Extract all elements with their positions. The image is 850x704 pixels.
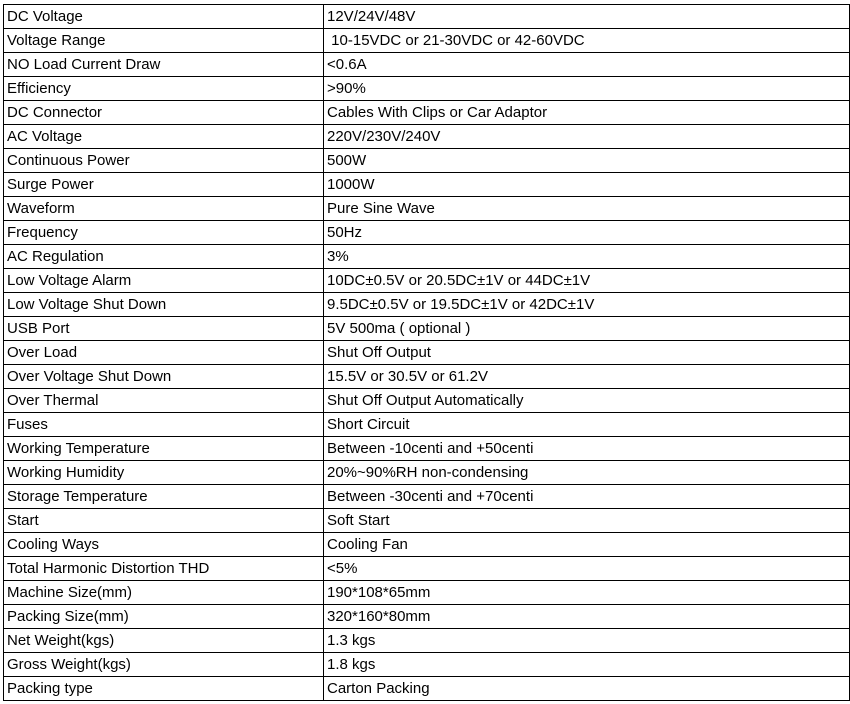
spec-label: Low Voltage Alarm	[4, 269, 324, 293]
spec-label: Over Voltage Shut Down	[4, 365, 324, 389]
spec-label: Net Weight(kgs)	[4, 629, 324, 653]
spec-label: Waveform	[4, 197, 324, 221]
spec-row	[4, 461, 850, 485]
spec-label: Total Harmonic Distortion THD	[4, 557, 324, 581]
spec-label: Working Humidity	[4, 461, 324, 485]
spec-value: Carton Packing	[324, 677, 850, 701]
spec-label: Continuous Power	[4, 149, 324, 173]
spec-value: 20%~90%RH non-condensing	[324, 461, 850, 485]
spec-label: Start	[4, 509, 324, 533]
spec-value: Soft Start	[324, 509, 850, 533]
spec-row	[4, 269, 850, 293]
spec-value: 1.8 kgs	[324, 653, 850, 677]
spec-table-body	[4, 5, 850, 701]
spec-value: Pure Sine Wave	[324, 197, 850, 221]
spec-table	[3, 4, 850, 701]
spec-label: Packing Size(mm)	[4, 605, 324, 629]
spec-value: <0.6A	[324, 53, 850, 77]
spec-row	[4, 365, 850, 389]
spec-row	[4, 317, 850, 341]
spec-row	[4, 77, 850, 101]
spec-label: Voltage Range	[4, 29, 324, 53]
spec-value: 5V 500ma ( optional )	[324, 317, 850, 341]
spec-value: 50Hz	[324, 221, 850, 245]
spec-value: Between -30centi and +70centi	[324, 485, 850, 509]
spec-row	[4, 29, 850, 53]
spec-row	[4, 413, 850, 437]
spec-value: <5%	[324, 557, 850, 581]
spec-value: 1000W	[324, 173, 850, 197]
spec-value: 12V/24V/48V	[324, 5, 850, 29]
spec-row	[4, 53, 850, 77]
spec-label: Cooling Ways	[4, 533, 324, 557]
spec-row	[4, 149, 850, 173]
spec-label: Working Temperature	[4, 437, 324, 461]
spec-row	[4, 5, 850, 29]
spec-value: Cooling Fan	[324, 533, 850, 557]
spec-value: 3%	[324, 245, 850, 269]
spec-row	[4, 173, 850, 197]
spec-row	[4, 629, 850, 653]
spec-label: Over Thermal	[4, 389, 324, 413]
spec-row	[4, 509, 850, 533]
spec-value: Cables With Clips or Car Adaptor	[324, 101, 850, 125]
spec-label: Packing type	[4, 677, 324, 701]
spec-label: Efficiency	[4, 77, 324, 101]
spec-row	[4, 653, 850, 677]
spec-row	[4, 389, 850, 413]
spec-label: Over Load	[4, 341, 324, 365]
spec-row	[4, 605, 850, 629]
spec-value: 9.5DC±0.5V or 19.5DC±1V or 42DC±1V	[324, 293, 850, 317]
spec-row	[4, 581, 850, 605]
spec-label: Storage Temperature	[4, 485, 324, 509]
spec-label: Gross Weight(kgs)	[4, 653, 324, 677]
spec-row	[4, 221, 850, 245]
spec-row	[4, 293, 850, 317]
spec-label: AC Voltage	[4, 125, 324, 149]
spec-label: NO Load Current Draw	[4, 53, 324, 77]
spec-value: Between -10centi and +50centi	[324, 437, 850, 461]
spec-row	[4, 101, 850, 125]
spec-label: AC Regulation	[4, 245, 324, 269]
spec-value: 320*160*80mm	[324, 605, 850, 629]
spec-row	[4, 437, 850, 461]
spec-row	[4, 125, 850, 149]
spec-label: Machine Size(mm)	[4, 581, 324, 605]
spec-row	[4, 245, 850, 269]
spec-value: 1.3 kgs	[324, 629, 850, 653]
spec-label: DC Voltage	[4, 5, 324, 29]
spec-value: Shut Off Output Automatically	[324, 389, 850, 413]
spec-value: 220V/230V/240V	[324, 125, 850, 149]
spec-label: Frequency	[4, 221, 324, 245]
spec-label: USB Port	[4, 317, 324, 341]
spec-label: Fuses	[4, 413, 324, 437]
spec-value: >90%	[324, 77, 850, 101]
spec-label: Surge Power	[4, 173, 324, 197]
spec-row	[4, 677, 850, 701]
spec-value: 10-15VDC or 21-30VDC or 42-60VDC	[324, 29, 850, 53]
spec-row	[4, 341, 850, 365]
spec-value: 10DC±0.5V or 20.5DC±1V or 44DC±1V	[324, 269, 850, 293]
spec-row	[4, 533, 850, 557]
spec-value: Shut Off Output	[324, 341, 850, 365]
spec-value: 500W	[324, 149, 850, 173]
spec-row	[4, 557, 850, 581]
spec-row	[4, 197, 850, 221]
spec-label: DC Connector	[4, 101, 324, 125]
spec-row	[4, 485, 850, 509]
spec-value: 15.5V or 30.5V or 61.2V	[324, 365, 850, 389]
spec-label: Low Voltage Shut Down	[4, 293, 324, 317]
spec-value: 190*108*65mm	[324, 581, 850, 605]
spec-value: Short Circuit	[324, 413, 850, 437]
